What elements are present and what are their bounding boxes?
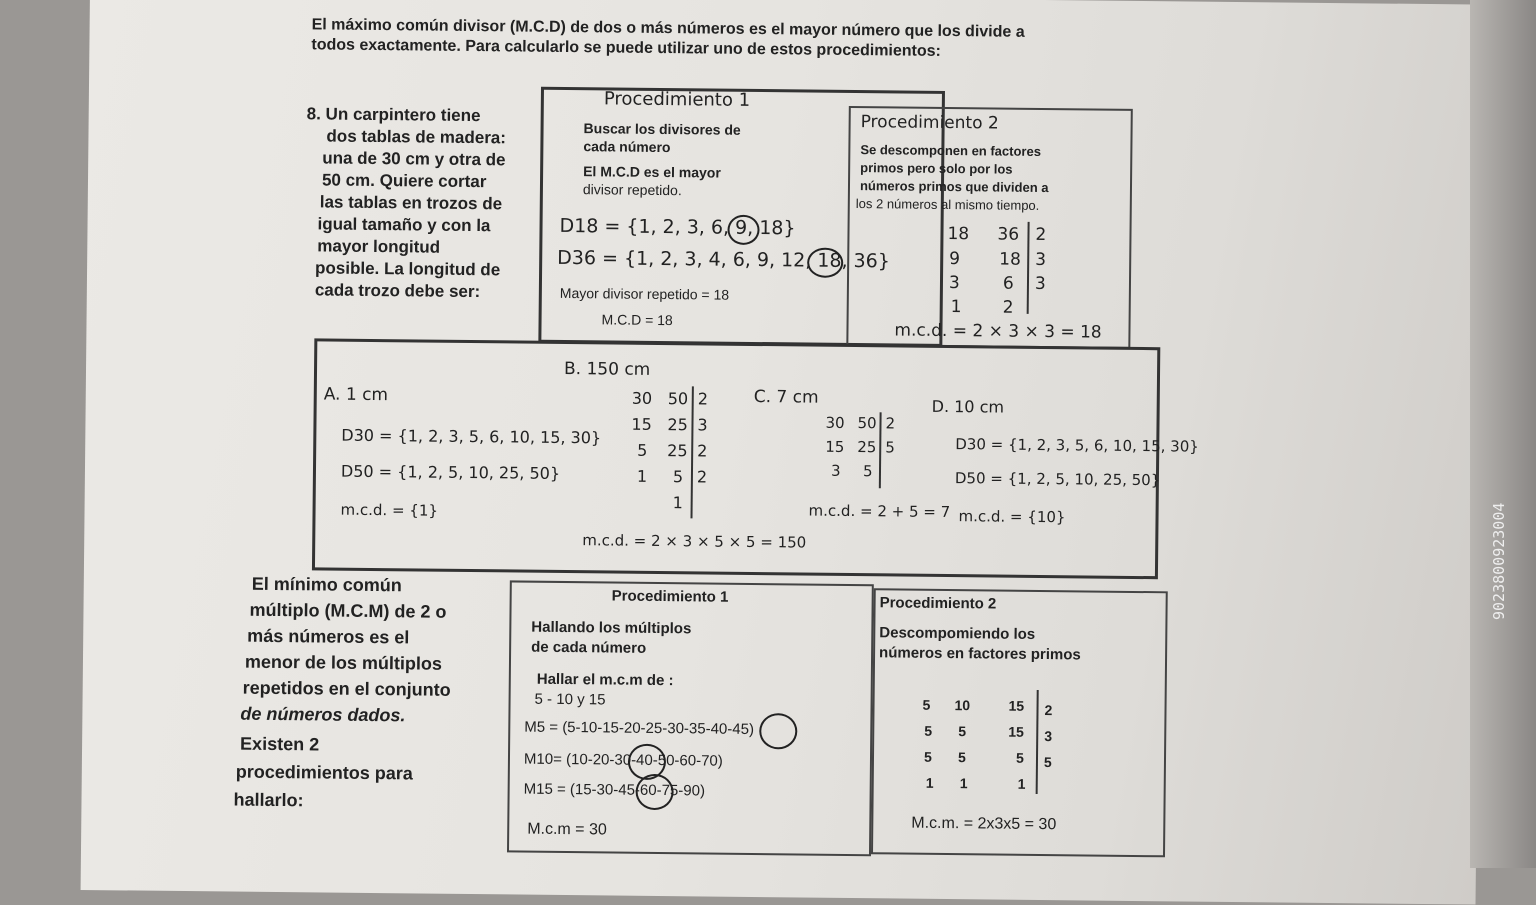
mcm-col-b: 10 <box>954 697 971 714</box>
circle-mark <box>807 248 843 278</box>
mcd-d18-set: D18 = {1, 2, 3, 6, 9, 18} <box>559 214 796 240</box>
factor-col-b: 6 <box>1002 273 1014 294</box>
option-b-label[interactable]: B. 150 cm <box>563 358 651 380</box>
option-b-factor: 2 <box>697 389 709 409</box>
option-c-col-a: 3 <box>830 461 841 480</box>
option-d-mcd: m.c.d. = {10} <box>958 507 1066 527</box>
mcm-factor: 2 <box>1044 702 1053 719</box>
option-b-col-a: 15 <box>631 414 652 434</box>
mcm-col-b: 1 <box>959 775 968 792</box>
factor-col-a: 1 <box>950 297 962 318</box>
mcd-proc1-title: Procedimiento 1 <box>603 88 751 111</box>
option-b-factor: 2 <box>697 441 708 461</box>
mcm-proc2-title: Procedimiento 2 <box>879 594 997 613</box>
mcd-proc1-step2a: El M.C.D es el mayor <box>583 163 721 181</box>
mcm-intro-line: hallarlo: <box>233 789 304 811</box>
mcm-proc1-desc1: Hallando los múltiplos <box>531 618 692 638</box>
problem-line: 8. Un carpintero tiene <box>306 104 481 126</box>
mcm-intro-line: El mínimo común <box>251 573 402 596</box>
option-b-factor: 3 <box>697 415 708 435</box>
factor-prime: 2 <box>1035 224 1047 246</box>
mcm-intro-line: repetidos en el conjunto <box>242 677 451 700</box>
option-a-label[interactable]: A. 1 cm <box>323 384 389 406</box>
factor-col-a: 18 <box>947 223 970 245</box>
problem-line: cada trozo debe ser: <box>314 280 481 302</box>
option-d-d50: D50 = {1, 2, 5, 10, 25, 50} <box>954 469 1161 490</box>
factor-col-a: 9 <box>949 249 961 270</box>
mcm-m10: M10= (10-20-30-40-50-60-70) <box>523 750 723 770</box>
circle-mark <box>635 774 673 810</box>
mcm-m15: M15 = (15-30-45-60-75-90) <box>523 780 706 800</box>
mcm-proc2-result: M.c.m. = 2x3x5 = 30 <box>911 814 1057 834</box>
factor-col-b: 18 <box>999 249 1021 270</box>
mcm-col-b: 5 <box>958 723 967 740</box>
option-c-col-b: 50 <box>857 414 877 433</box>
mcm-col-a: 5 <box>923 748 932 765</box>
factor-col-a: 3 <box>948 273 960 294</box>
option-c-col-b: 25 <box>857 438 877 457</box>
worksheet-paper <box>81 0 1485 905</box>
mcm-proc2-desc2: números en factores primos <box>879 644 1081 664</box>
option-b-col-b: 50 <box>667 389 689 409</box>
factor-col-b: 2 <box>1002 297 1014 318</box>
mcm-proc1-desc4: 5 - 10 y 15 <box>534 690 606 709</box>
mcm-col-c: 5 <box>1015 749 1024 766</box>
mcm-col-a: 5 <box>922 696 931 713</box>
mcm-intro-line: de números dados. <box>240 703 406 726</box>
option-c-label[interactable]: C. 7 cm <box>753 386 819 408</box>
intro-line-2: todos exactamente. Para calcularlo se puede utilizar uno de estos procedimientos: <box>311 36 942 60</box>
option-c-factor: 5 <box>885 438 895 457</box>
mcm-col-b: 5 <box>957 749 966 766</box>
mcm-proc1-desc3: Hallar el m.c.m de : <box>536 670 674 690</box>
option-b-col-b: 25 <box>667 441 688 461</box>
problem-line: las tablas en trozos de <box>319 192 503 214</box>
problem-line: dos tablas de madera: <box>326 126 507 148</box>
option-c-col-a: 15 <box>825 437 845 456</box>
mcd-proc2-desc2: primos pero solo por los <box>860 160 1013 177</box>
mcm-col-c: 15 <box>1008 697 1025 714</box>
mcm-proc1-title: Procedimiento 1 <box>611 587 729 606</box>
mcd-proc1-step1b: cada número <box>583 138 671 156</box>
mcm-col-c: 15 <box>1008 723 1024 740</box>
mcd-proc2-desc3: números primos que dividen a <box>859 178 1049 196</box>
mcm-intro-line: procedimientos para <box>235 761 413 784</box>
mcm-proc1-result: M.c.m = 30 <box>527 820 607 839</box>
problem-line: 50 cm. Quiere cortar <box>321 170 487 192</box>
mcm-proc1-desc2: de cada número <box>531 638 647 657</box>
option-b-col-a: 1 <box>636 466 648 486</box>
mcd-proc1-mayor: Mayor divisor repetido = 18 <box>559 284 730 303</box>
option-a-mcd: m.c.d. = {1} <box>340 500 439 520</box>
background-edge <box>1470 0 1536 868</box>
mcm-intro-line: múltiplo (M.C.M) de 2 o <box>249 599 447 622</box>
mcd-proc1-step2b: divisor repetido. <box>582 181 682 199</box>
mcm-col-a: 1 <box>925 774 934 791</box>
mcd-d36-set: D36 = {1, 2, 3, 4, 6, 9, 12, 18, 36} <box>557 246 891 273</box>
option-d-d30: D30 = {1, 2, 3, 5, 6, 10, 15, 30} <box>955 435 1199 456</box>
option-d-label[interactable]: D. 10 cm <box>931 396 1005 417</box>
intro-line-1: El máximo común divisor (M.C.D) de dos o más números es el mayor número que los divide a <box>311 16 1025 41</box>
mcm-factor: 3 <box>1044 728 1053 745</box>
mcd-proc2-desc4: los 2 números al mismo tiempo. <box>855 196 1040 213</box>
option-b-col-a: 30 <box>631 388 653 408</box>
problem-line: una de 30 cm y otra de <box>322 148 506 170</box>
problem-line: igual tamaño y con la <box>317 214 491 236</box>
option-b-col-b: 1 <box>672 493 683 513</box>
circle-mark <box>759 713 797 749</box>
option-b-col-b: 25 <box>667 415 688 435</box>
option-c-mcd: m.c.d. = 2 + 5 = 7 <box>808 501 951 522</box>
mcm-col-c: 1 <box>1017 775 1026 792</box>
option-b-col-a: 5 <box>637 440 648 460</box>
option-b-factor: 2 <box>696 467 708 487</box>
mcd-proc2-title: Procedimiento 2 <box>860 112 999 134</box>
mcm-intro-line: más números es el <box>247 625 410 648</box>
problem-line: posible. La longitud de <box>315 258 501 280</box>
option-b-mcd: m.c.d. = 2 × 3 × 5 × 5 = 150 <box>582 531 807 552</box>
option-c-col-b: 5 <box>862 462 873 481</box>
mcm-intro-line: menor de los múltiplos <box>244 651 443 674</box>
option-b-col-b: 5 <box>672 467 684 487</box>
circle-mark <box>727 215 759 245</box>
mcm-col-a: 5 <box>924 722 933 739</box>
mcm-proc2-desc1: Descompomiendo los <box>879 624 1036 643</box>
mcd-proc1-result: M.C.D = 18 <box>601 311 673 329</box>
mcm-factor: 5 <box>1043 754 1052 771</box>
mcd-proc1-step1a: Buscar los divisores de <box>583 120 741 138</box>
serial-number: 9023800923004 <box>1490 502 1508 620</box>
option-a-d50: D50 = {1, 2, 5, 10, 25, 50} <box>340 461 561 483</box>
factor-col-b: 36 <box>997 224 1020 245</box>
option-a-d30: D30 = {1, 2, 3, 5, 6, 10, 15, 30} <box>341 425 602 448</box>
mcm-intro-line: Existen 2 <box>240 733 320 755</box>
factor-prime: 3 <box>1035 249 1047 271</box>
option-c-col-a: 30 <box>825 413 845 432</box>
problem-line: mayor longitud <box>317 236 441 257</box>
mcm-m5: M5 = (5-10-15-20-25-30-35-40-45) <box>524 718 755 738</box>
option-c-factor: 2 <box>885 414 896 433</box>
factor-prime: 3 <box>1034 273 1046 295</box>
mcd-proc2-result: m.c.d. = 2 × 3 × 3 = 18 <box>894 320 1102 343</box>
mcd-proc2-desc1: Se descomponen en factores <box>860 142 1042 159</box>
